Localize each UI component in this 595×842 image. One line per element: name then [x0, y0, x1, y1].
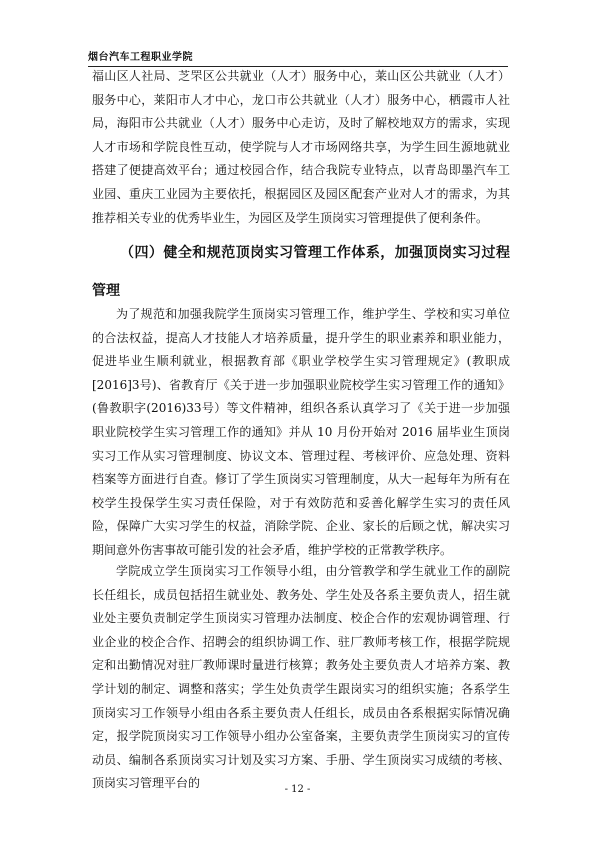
paragraph-internship-regulation: 为了规范和加强我院学生顶岗实习管理工作，维护学生、学校和实习单位的合法权益，提高人才技能人才培养质量，提升学生的职业素养和职业能力，促进毕业生顺利就业，根据教育部《职业学校学生实习管理规定》(教职成[2016]3号)、省教育厅《关于进一步加强职业院校学生实习管理工作的通知》(鲁教职字(2016)33号）等文件精神，组织各系认真学习了《关于进一步加强职业院校学生实习管理工作的通知》并从 10 月份开始对 2016 届毕业生顶岗实习工作从实习管理制度、协议文本、管理过程、考核评价、应急处理、资料档案等方面进行自查。修订了学生顶岗实习管理制度，从大一起每年为所有在校学生投保学生实习责任保险，对于有效防范和妥善化解学生实习的责任风险，保障广大实习学生的权益，消除学院、企业、家长的后顾之忧，解决实习期间意外伤害事故可能引发的社会矛盾，维护学校的正常教学秩序。 [92, 307, 510, 557]
header-title: 烟台汽车工程职业学院 [88, 52, 193, 63]
section-heading: （四）健全和规范顶岗实习管理工作体系，加强顶岗实习过程管理 [92, 245, 510, 299]
page-header [88, 44, 508, 67]
paragraph-leadership-group: 学院成立学生顶岗实习工作领导小组，由分管教学和学生就业工作的副院长任组长，成员包括招生就业处、教务处、学生处及各系主要负责人，招生就业处主要负责制定学生顶岗实习管理办法制度、校企合作的宏观协调管理、行业企业的校企合作、招聘会的组织协调工作、驻厂教师考核工作，根据学院规定和出勤情况对驻厂教师课时量进行核算；教务处主要负责人才培养方案、教学计划的制定、调整和落实；学生处负责学生跟岗实习的组织实施；各系学生顶岗实习工作领导小组由各系主要负责人任组长，成员由各系根据实际情况确定，报学院顶岗实习工作领导小组办公室备案，主要负责学生顶岗实习的宣传动员、编制各系顶岗实习计划及实习方案、手册、学生顶岗实习成绩的考核、顶岗实习管理平台的 [92, 564, 510, 791]
paragraph-continuation: 福山区人社局、芝罘区公共就业（人才）服务中心，莱山区公共就业（人才）服务中心，莱阳市人才中心，龙口市公共就业（人才）服务中心，栖霞市人社局，海阳市公共就业（人才）服务中心走访，及时了解校地双方的需求，实现人才市场和学院良性互动，使学院与人才市场网络共享，为学生回生源地就业搭建了便捷高效平台；通过校园合作，结合我院专业特点，以青岛即墨汽车工业园、重庆工业园为主要依托，根据园区及园区配套产业对人才的需求，为其推荐相关专业的优秀毕业生，为园区及学生顶岗实习管理提供了便利条件。 [92, 69, 510, 225]
page-number: - 12 - [284, 784, 311, 795]
